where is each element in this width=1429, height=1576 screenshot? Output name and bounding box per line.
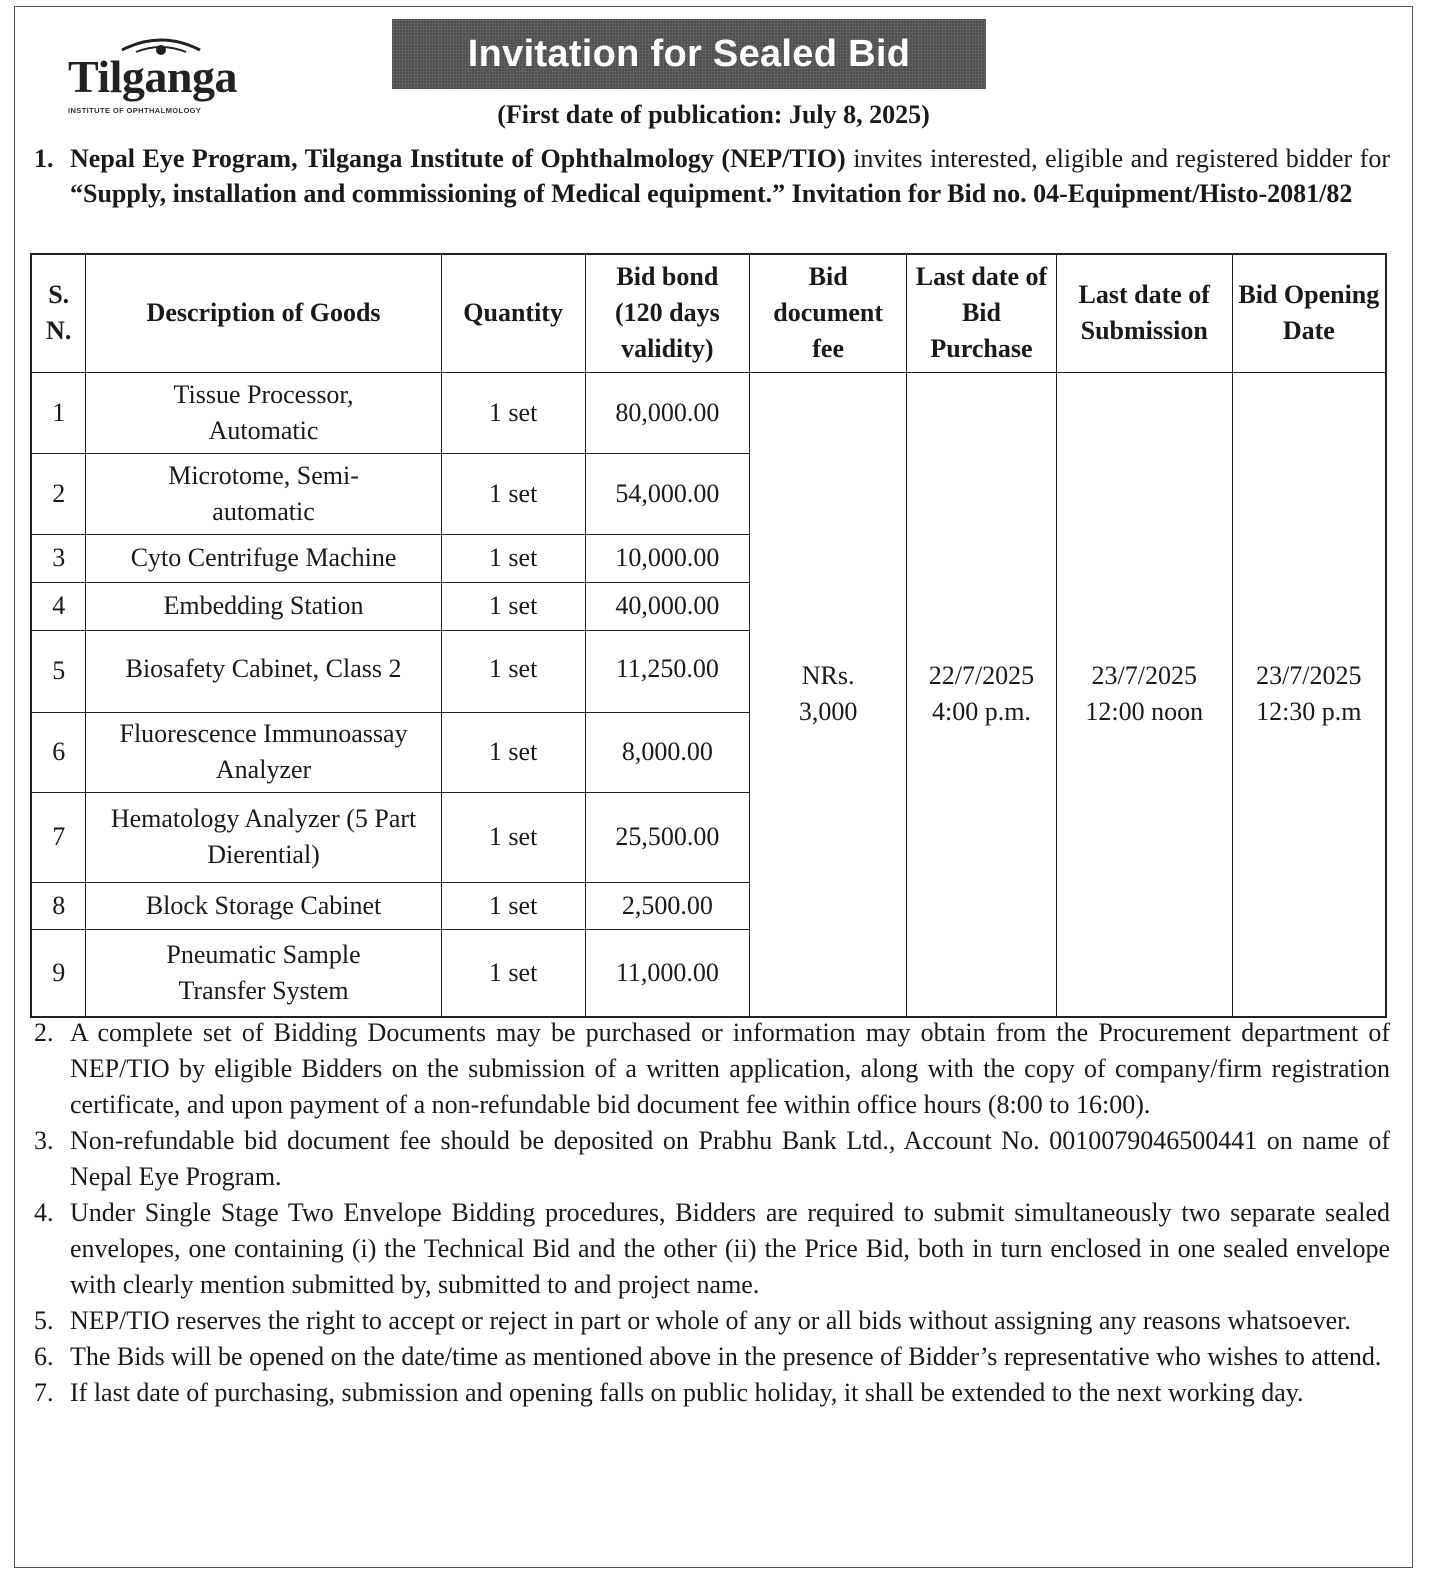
note-text: If last date of purchasing, submission and opening falls on public holiday, it shall be extended to the next working day. <box>70 1378 1304 1407</box>
sn-cell: 9 <box>31 929 86 1017</box>
sn-cell: 2 <box>31 453 86 534</box>
bid-bond-cell: 80,000.00 <box>585 372 750 453</box>
note-text: A complete set of Bidding Documents may be purchased or information may obtain from the Procurement department of NEP/TIO by eligible Bidders on the submission of a written application, along with the copy of company/firm registration certificate, and upon payment of a non-refundable bid document fee within office hours (8:00 to 16:00). <box>70 1018 1390 1119</box>
col-header-quantity: Quantity <box>441 254 585 372</box>
intro-subject: “Supply, installation and commissioning of Medical equipment.” Invitation for Bid no. 04-Equipment/Histo-2081/82 <box>70 179 1353 208</box>
description-cell: Microtome, Semi-automatic <box>86 453 441 534</box>
sn-cell: 4 <box>31 582 86 630</box>
last-purchase-cell: 22/7/2025 4:00 p.m. <box>907 372 1057 1017</box>
description-cell: Pneumatic Sample Transfer System <box>86 929 441 1017</box>
description-cell: Hematology Analyzer (5 Part Dierential) <box>86 792 441 882</box>
note-text: The Bids will be opened on the date/time as mentioned above in the presence of Bidder’s representative who wishes to attend. <box>70 1342 1382 1371</box>
note-number: 4. <box>34 1198 54 1227</box>
bid-bond-cell: 10,000.00 <box>585 534 750 582</box>
intro-paragraph <box>34 141 1390 211</box>
note-item <box>34 1195 1390 1303</box>
table-row <box>31 372 1386 453</box>
bid-bond-cell: 40,000.00 <box>585 582 750 630</box>
bid-table <box>30 253 1387 1018</box>
description-cell: Biosafety Cabinet, Class 2 <box>86 630 441 712</box>
intro-org: Nepal Eye Program, Tilganga Institute of Ophthalmology (NEP/TIO) <box>70 144 846 173</box>
bid-bond-cell: 25,500.00 <box>585 792 750 882</box>
quantity-cell: 1 set <box>441 534 585 582</box>
logo-subtitle: INSTITUTE OF OPHTHALMOLOGY <box>68 106 202 115</box>
sn-cell: 3 <box>31 534 86 582</box>
quantity-cell: 1 set <box>441 453 585 534</box>
last-submission-cell: 23/7/2025 12:00 noon <box>1056 372 1232 1017</box>
document-fee-cell: NRs. 3,000 <box>750 372 907 1017</box>
note-number: 6. <box>34 1342 54 1371</box>
intro-text: invites interested, eligible and registered bidder for <box>845 144 1390 173</box>
bid-bond-cell: 8,000.00 <box>585 712 750 792</box>
description-cell: Fluorescence Immunoassay Analyzer <box>86 712 441 792</box>
description-cell: Cyto Centrifuge Machine <box>86 534 441 582</box>
col-header-bid-bond: Bid bond (120 days validity) <box>585 254 750 372</box>
quantity-cell: 1 set <box>441 882 585 929</box>
intro-number: 1. <box>34 144 54 173</box>
note-item <box>34 1015 1390 1123</box>
quantity-cell: 1 set <box>441 630 585 712</box>
note-item <box>34 1123 1390 1195</box>
note-item <box>34 1339 1390 1375</box>
note-number: 2. <box>34 1018 54 1047</box>
bid-bond-cell: 11,250.00 <box>585 630 750 712</box>
note-text: NEP/TIO reserves the right to accept or reject in part or whole of any or all bids without assigning any reasons whatsoever. <box>70 1306 1351 1335</box>
note-number: 5. <box>34 1306 54 1335</box>
bid-bond-cell: 54,000.00 <box>585 453 750 534</box>
quantity-cell: 1 set <box>441 712 585 792</box>
col-header-description: Description of Goods <box>86 254 441 372</box>
table-header-row <box>31 254 1386 372</box>
description-cell: Tissue Processor, Automatic <box>86 372 441 453</box>
sn-cell: 8 <box>31 882 86 929</box>
sn-cell: 5 <box>31 630 86 712</box>
quantity-cell: 1 set <box>441 929 585 1017</box>
note-text: Under Single Stage Two Envelope Bidding procedures, Bidders are required to submit simultaneously two separate sealed envelopes, one containing (i) the Technical Bid and the other (ii) the Price Bid, both in turn enclosed in one sealed envelope with clearly mention submitted by, submitted to and project name. <box>70 1198 1390 1299</box>
note-item <box>34 1375 1390 1411</box>
sn-cell: 6 <box>31 712 86 792</box>
bid-bond-cell: 11,000.00 <box>585 929 750 1017</box>
quantity-cell: 1 set <box>441 792 585 882</box>
quantity-cell: 1 set <box>441 372 585 453</box>
notes-list <box>34 1015 1390 1411</box>
description-cell: Block Storage Cabinet <box>86 882 441 929</box>
title-banner <box>392 19 986 89</box>
sn-cell: 1 <box>31 372 86 453</box>
opening-date-cell: 23/7/2025 12:30 p.m <box>1232 372 1386 1017</box>
col-header-last-submission: Last date of Submission <box>1056 254 1232 372</box>
note-item <box>34 1303 1390 1339</box>
col-header-last-purchase: Last date of Bid Purchase <box>907 254 1057 372</box>
page-title: Invitation for Sealed Bid <box>467 32 911 75</box>
description-cell: Embedding Station <box>86 582 441 630</box>
note-number: 3. <box>34 1126 54 1155</box>
quantity-cell: 1 set <box>441 582 585 630</box>
col-header-sn: S. N. <box>31 254 86 372</box>
note-text: Non-refundable bid document fee should be deposited on Prabhu Bank Ltd., Account No. 0010079046500441 on name of Nepal Eye Program. <box>70 1126 1390 1191</box>
bid-bond-cell: 2,500.00 <box>585 882 750 929</box>
col-header-opening-date: Bid Opening Date <box>1232 254 1386 372</box>
col-header-document-fee: Bid document fee <box>750 254 907 372</box>
sn-cell: 7 <box>31 792 86 882</box>
note-number: 7. <box>34 1378 54 1407</box>
logo-wordmark: Tilganga <box>68 51 237 102</box>
publication-date: (First date of publication: July 8, 2025) <box>497 100 930 129</box>
